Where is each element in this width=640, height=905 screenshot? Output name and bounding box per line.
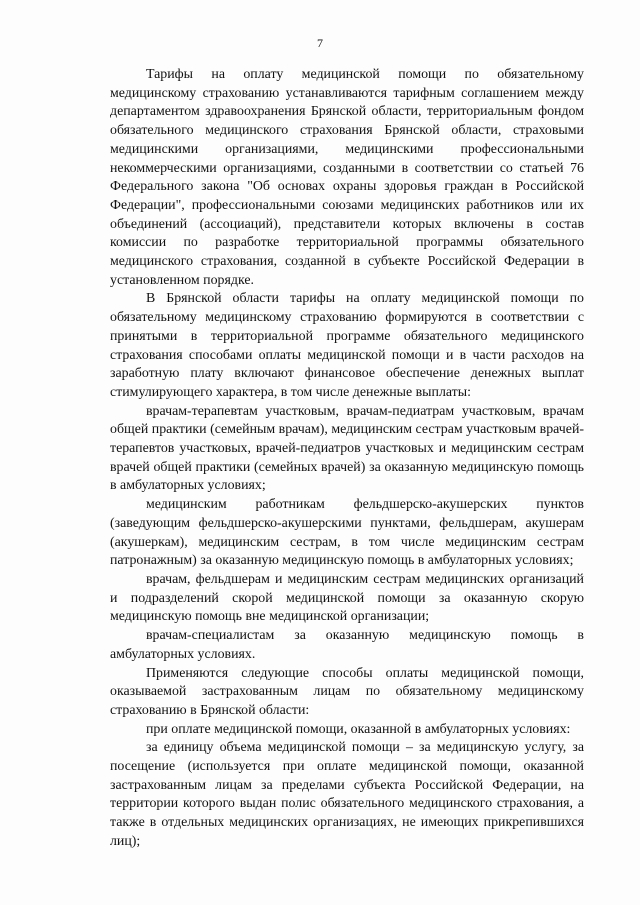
paragraph-payments-feldsher-points: медицинским работникам фельдшерско-акушерских пунктов (заведующим фельдшерско-акушерскими пунктами, фельдшерам, акушерам (акушеркам), медицинским сестрам, в том числе медицинским сестрам патронажным) за оказанную медицинскую помощь в амбулаторных условиях; [110,497,584,569]
paragraph-payments-district-doctors: врачам-терапевтам участковым, врачам-педиатрам участковым, врачам общей практики (семейным врачам), медицинским сестрам участковым врачей-терапевтов участковых, врачей-педиатров участковых и медицинским сестрам врачей общей практики (семейных врачей) за оказанную медицинскую помощь в амбулаторных условиях; [110,403,584,494]
paragraph-unit-of-volume: за единицу объема медицинской помощи – за медицинскую услугу, за посещение (используется при оплате медицинской помощи, оказанной застрахованным лицам за пределами субъекта Российской Федерации, на территории которого выдан полис обязательного медицинского страхования, а также в отдельных медицинских организациях, не имеющих прикрепившихся лиц); [110,740,584,849]
paragraph-tariffs-formation: В Брянской области тарифы на оплату медицинской помощи по обязательному медицинскому страхованию формируются в соответствии с принятыми в территориальной программе обязательного медицинского страхования способами оплаты медицинской помощи и в части расходов на заработную плату включают финансовое обеспечение денежных выплат стимулирующего характера, в том числе денежные выплаты: [110,291,584,400]
paragraph-tariffs-agreement: Тарифы на оплату медицинской помощи по обязательному медицинскому страхованию устанавливаются тарифным соглашением между департаментом здравоохранения Брянской области, территориальным фондом обязательного медицинского страхования Брянской области, страховыми медицинскими организациями, медицинскими профессиональными некоммерческими организациями, созданными в соответствии со статьей 76 Федерального закона "Об основах охраны здоровья граждан в Российской Федерации", профессиональными союзами медицинских работников или их объединений (ассоциаций), представители которых включены в состав комиссии по разработке территориальной программы обязательного медицинского страхования, созданной в субъекте Российской Федерации в установленном порядке. [110,67,584,288]
paragraph-payment-methods: Применяются следующие способы оплаты медицинской помощи, оказываемой застрахованным лицам по обязательному медицинскому страхованию в Брянской области: [110,665,584,718]
paragraph-outpatient-payment: при оплате медицинской помощи, оказанной в амбулаторных условиях: [146,721,571,737]
page-number: 7 [317,36,323,50]
paragraph-payments-emergency: врачам, фельдшерам и медицинским сестрам медицинских организаций и подразделений скорой медицинской помощи за оказанную скорую медицинскую помощь вне медицинской организации; [110,571,584,625]
paragraph-payments-specialists: врачам-специалистам за оказанную медицинскую помощь в амбулаторных условиях. [110,628,584,662]
document-body [110,66,584,852]
